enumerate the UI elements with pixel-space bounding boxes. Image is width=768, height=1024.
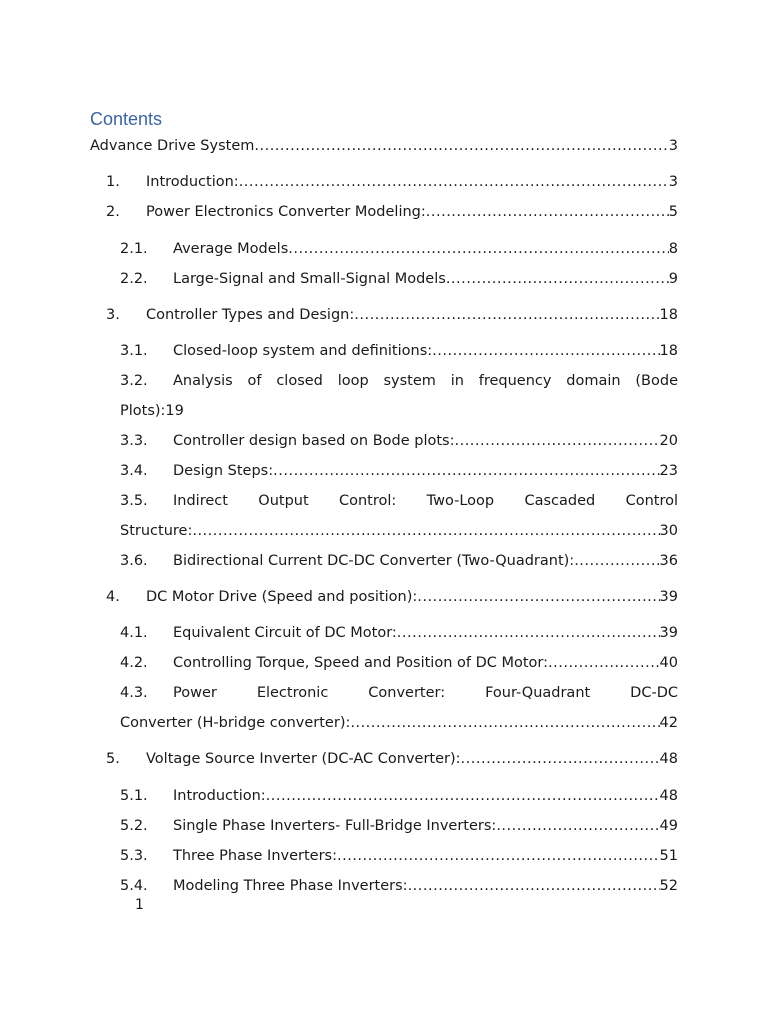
toc-entry-number: 2.: [106, 204, 120, 220]
toc-entry-title: Equivalent Circuit of DC Motor:: [173, 625, 397, 641]
toc-leader: [454, 430, 659, 452]
toc-entry-4-2[interactable]: [120, 652, 678, 674]
toc-leader: [354, 304, 659, 326]
toc-entry-number: 3.2.: [120, 373, 148, 389]
toc-leader: [417, 586, 659, 608]
toc-page-ref: 23: [659, 463, 678, 479]
toc-entry-number: 5.3.: [120, 848, 148, 864]
toc-entry-number: 4.2.: [120, 655, 148, 671]
toc-entry-advance-drive-system[interactable]: [90, 135, 678, 157]
toc-page-ref: 49: [659, 818, 678, 834]
toc-page-ref: 39: [659, 625, 678, 641]
toc-page-ref: 3: [668, 174, 678, 190]
toc-leader: [288, 238, 669, 260]
toc-leader: [239, 171, 669, 193]
toc-page-ref: 48: [659, 788, 678, 804]
toc-page-ref: 42: [659, 715, 678, 731]
toc-entry-5-1[interactable]: [120, 785, 678, 807]
toc-entry-5-3[interactable]: [120, 845, 678, 867]
toc-entry-title: Design Steps:: [173, 463, 274, 479]
toc-entry-title: Controlling Torque, Speed and Position of DC Motor:: [173, 655, 549, 671]
toc-entry-title: Power Electronics Converter Modeling:: [146, 204, 426, 220]
toc-leader: [446, 268, 669, 290]
toc-entry-title: Closed-loop system and definitions:: [173, 343, 433, 359]
toc-page-ref: 52: [659, 878, 678, 894]
toc-page-ref: 48: [659, 751, 678, 767]
toc-entry-number: 2.2.: [120, 271, 148, 287]
toc-entry-title: Analysis of closed loop system in frequency domain (Bode: [173, 373, 678, 389]
toc-heading: Contents: [90, 109, 163, 129]
toc-entry-title: Controller Types and Design:: [146, 307, 355, 323]
toc-entry-number: 4.3.: [120, 685, 148, 701]
toc-entry-title: Modeling Three Phase Inverters:: [173, 878, 408, 894]
toc-leader: [432, 340, 659, 362]
toc-entry-number: 1.: [106, 174, 120, 190]
toc-entry-3-5[interactable]: [120, 490, 678, 512]
toc-entry-number: 3.3.: [120, 433, 148, 449]
toc-page-ref: 8: [668, 241, 678, 257]
toc-entry-title: Indirect Output Control: Two-Loop Cascaded Control: [173, 493, 678, 509]
toc-entry-3-2[interactable]: [120, 370, 678, 392]
toc-entry-title: Voltage Source Inverter (DC-AC Converter):: [146, 751, 461, 767]
toc-entry-3-1[interactable]: [120, 340, 678, 362]
toc-entry-number: 5.4.: [120, 878, 148, 894]
toc-entry-title-continuation: Converter (H-bridge converter):: [120, 715, 351, 731]
toc-entry-title: Advance Drive System: [90, 138, 255, 154]
toc-entry-number: 5.: [106, 751, 120, 767]
toc-entry-number: 3.: [106, 307, 120, 323]
toc-page-ref: 36: [659, 553, 678, 569]
toc-entry-5[interactable]: [106, 748, 678, 770]
toc-page-ref: 18: [659, 307, 678, 323]
toc-entry-title: Bidirectional Current DC-DC Converter (Two-Quadrant):: [173, 553, 575, 569]
toc-entry-2-2[interactable]: [120, 268, 678, 290]
toc-entry-1[interactable]: [106, 171, 678, 193]
toc-entry-number: 5.2.: [120, 818, 148, 834]
toc-entry-title: Large-Signal and Small-Signal Models: [173, 271, 446, 287]
toc-leader: [273, 460, 659, 482]
toc-leader: [461, 748, 660, 770]
toc-entry-number: 5.1.: [120, 788, 148, 804]
page-number: 1: [135, 897, 144, 913]
toc-entry-4-1[interactable]: [120, 622, 678, 644]
toc-entry-2[interactable]: [106, 201, 678, 223]
toc-entry-3[interactable]: [106, 304, 678, 326]
toc-leader: [408, 875, 660, 897]
toc-entry-title: Introduction:: [146, 174, 239, 190]
toc-entry-4-3[interactable]: [120, 682, 678, 704]
toc-leader: [574, 550, 659, 572]
toc-entry-number: 3.1.: [120, 343, 148, 359]
toc-entry-3-4[interactable]: [120, 460, 678, 482]
toc-entry-title: Introduction:: [173, 788, 266, 804]
toc-entry-title: Three Phase Inverters:: [173, 848, 337, 864]
toc-entry-3-6[interactable]: [120, 550, 678, 572]
toc-page-ref: 39: [659, 589, 678, 605]
toc-page-ref: 5: [668, 204, 678, 220]
toc-page-ref: 3: [668, 138, 678, 154]
toc-entry-number: 3.6.: [120, 553, 148, 569]
toc-entry-2-1[interactable]: [120, 238, 678, 260]
toc-entry-3-2-continuation[interactable]: [120, 400, 678, 422]
toc-entry-3-3[interactable]: [120, 430, 678, 452]
toc-entry-title-continuation: Plots):19: [120, 403, 184, 419]
toc-leader: [192, 520, 659, 542]
toc-entry-title: Single Phase Inverters- Full-Bridge Inverters:: [173, 818, 497, 834]
toc-leader: [337, 845, 660, 867]
toc-entry-number: 4.1.: [120, 625, 148, 641]
toc-entry-number: 3.5.: [120, 493, 148, 509]
toc-leader: [496, 815, 659, 837]
toc-leader: [397, 622, 660, 644]
toc-page-ref: 9: [668, 271, 678, 287]
toc-entry-4[interactable]: [106, 586, 678, 608]
toc-entry-number: 3.4.: [120, 463, 148, 479]
toc-leader: [254, 135, 668, 157]
toc-leader: [350, 712, 659, 734]
toc-entry-title: Power Electronic Converter: Four-Quadrant DC-DC: [173, 685, 678, 701]
toc-entry-number: 2.1.: [120, 241, 148, 257]
toc-leader: [548, 652, 660, 674]
toc-entry-number: 4.: [106, 589, 120, 605]
toc-leader: [426, 201, 669, 223]
toc-page-ref: 30: [659, 523, 678, 539]
toc-entry-3-5-continuation[interactable]: [120, 520, 678, 542]
toc-leader: [266, 785, 660, 807]
toc-entry-title: Average Models: [173, 241, 289, 257]
toc-page-ref: 51: [659, 848, 678, 864]
toc-page-ref: 20: [659, 433, 678, 449]
toc-entry-4-3-continuation[interactable]: [120, 712, 678, 734]
toc-entry-5-4[interactable]: [120, 875, 678, 897]
toc-page-ref: 18: [659, 343, 678, 359]
toc-page-ref: 40: [659, 655, 678, 671]
toc-entry-title: DC Motor Drive (Speed and position):: [146, 589, 418, 605]
toc-entry-5-2[interactable]: [120, 815, 678, 837]
toc-entry-title: Controller design based on Bode plots:: [173, 433, 455, 449]
toc-entry-title-continuation: Structure:: [120, 523, 193, 539]
